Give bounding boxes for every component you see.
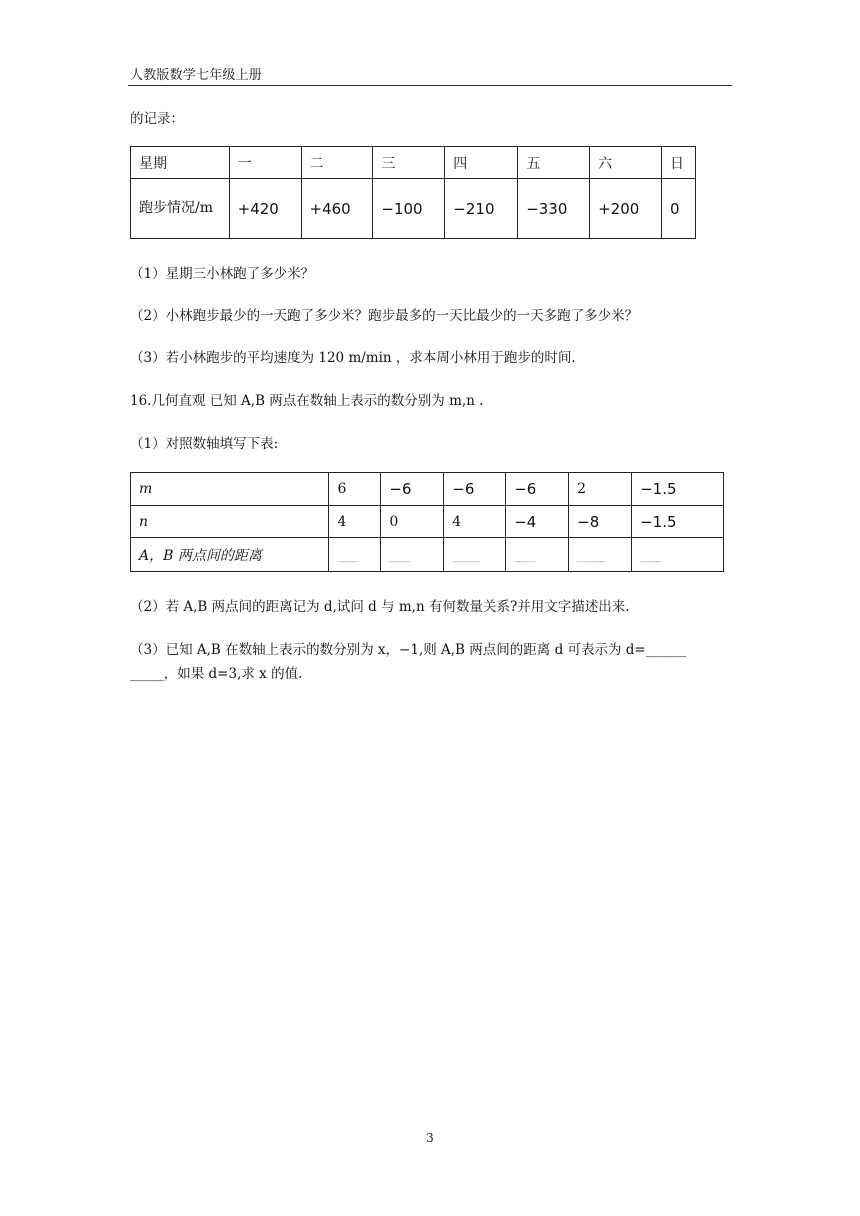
page-number: 3	[426, 1131, 434, 1145]
table-cell: −8	[569, 506, 632, 538]
table-cell: −6	[506, 473, 569, 506]
table-cell: 跑步情况/m	[131, 179, 230, 239]
header-divider	[128, 85, 732, 86]
table-cell: 四	[445, 147, 518, 179]
q15-part1: （1）星期三小林跑了多少米？	[130, 266, 315, 282]
table-cell: 二	[301, 147, 373, 179]
table-cell: −1.5	[632, 473, 724, 506]
table-cell: 三	[373, 147, 445, 179]
page-header: 人教版数学七年级上册	[130, 68, 263, 83]
table-cell: 6	[329, 473, 381, 506]
table-cell: +460	[301, 179, 373, 239]
table-cell: 一	[229, 147, 301, 179]
table-cell: +200	[590, 179, 662, 239]
table-cell: 六	[590, 147, 662, 179]
table-row	[131, 473, 724, 506]
q15-part2: （2）小林跑步最少的一天跑了多少米？跑步最多的一天比最少的一天多跑了多少米？	[130, 308, 639, 324]
table-cell: m	[131, 473, 329, 506]
table-row	[131, 147, 696, 179]
table-row	[131, 538, 724, 572]
table-cell: 4	[444, 506, 506, 538]
table-cell: −6	[381, 473, 444, 506]
table-cell: 4	[329, 506, 381, 538]
table-cell: 2	[569, 473, 632, 506]
table-cell: n	[131, 506, 329, 538]
answer-blank[interactable]: ____	[569, 538, 632, 572]
table-cell: 0	[381, 506, 444, 538]
answer-blank[interactable]: ____	[444, 538, 506, 572]
table-cell: 日	[661, 147, 695, 179]
table-cell: A，B 两点间的距离	[131, 538, 329, 572]
q16-part2: （2）若 A,B 两点间的距离记为 d,试问 d 与 m,n 有何数量关系?并用文字描述出来.	[130, 599, 630, 615]
table-row	[131, 179, 696, 239]
answer-blank[interactable]: ___	[506, 538, 569, 572]
table-cell: 五	[518, 147, 590, 179]
table-cell: 0	[661, 179, 695, 239]
q16-part1: （1）对照数轴填写下表:	[130, 436, 279, 452]
table-cell: −330	[518, 179, 590, 239]
q15-part3: （3）若小林跑步的平均速度为 120 m/min ，求本周小林用于跑步的时间.	[130, 350, 576, 366]
table-cell: −100	[373, 179, 445, 239]
table-cell: −6	[444, 473, 506, 506]
table-row	[131, 506, 724, 538]
mn-distance-table	[130, 472, 724, 572]
answer-blank[interactable]: ___	[632, 538, 724, 572]
answer-blank[interactable]: ___	[381, 538, 444, 572]
q16-title: 16.几何直观 已知 A,B 两点在数轴上表示的数分别为 m,n .	[130, 393, 484, 409]
table-cell: −210	[445, 179, 518, 239]
table-cell: −1.5	[632, 506, 724, 538]
table-cell: 星期	[131, 147, 230, 179]
q16-part3-line1: （3）已知 A,B 在数轴上表示的数分别为 x，−1,则 A,B 两点间的距离 d 可表示为 d=______	[130, 642, 687, 658]
q16-part3-line2: _____，如果 d=3,求 x 的值.	[130, 666, 303, 682]
intro-text: 的记录：	[130, 111, 184, 127]
table-cell: −4	[506, 506, 569, 538]
answer-blank[interactable]: ___	[329, 538, 381, 572]
table-cell: +420	[229, 179, 301, 239]
running-record-table	[130, 146, 696, 239]
